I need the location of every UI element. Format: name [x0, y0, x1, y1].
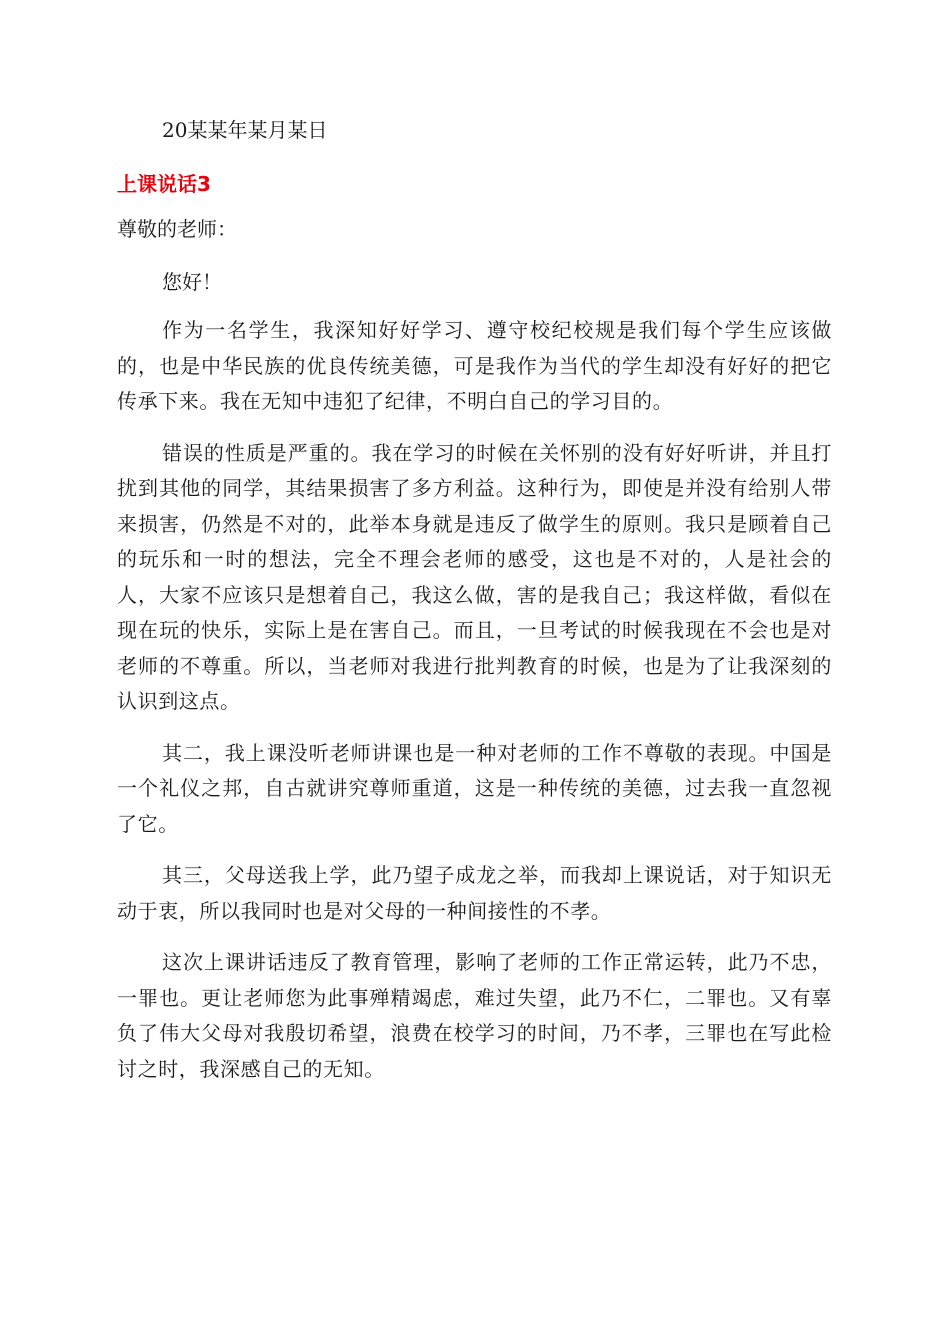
paragraph: 错误的性质是严重的。我在学习的时候在关怀别的没有好好听讲，并且打扰到其他的同学，其结果损害了多方利益。这种行为，即使是并没有给别人带来损害，仍然是不对的，此举本身就是违反了做学生的原则。我只是顾着自己的玩乐和一时的想法，完全不理会老师的感受，这也是不对的，人是社会的人，大家不应该只是想着自己，我这么做，害的是我自己；我这样做，看似在现在玩的快乐，实际上是在害自己。而且，一旦考试的时候我现在不会也是对老师的不尊重。所以，当老师对我进行批判教育的时候，也是为了让我深刻的认识到这点。	[117, 440, 832, 713]
paragraph: 作为一名学生，我深知好好学习、遵守校纪校规是我们每个学生应该做的，也是中华民族的优良传统美德，可是我作为当代的学生却没有好好的把它传承下来。我在无知中违犯了纪律，不明白自己的学习目的。	[117, 318, 832, 413]
date-line: 20某某年某月某日	[162, 118, 328, 142]
greeting: 您好！	[162, 270, 222, 294]
salutation: 尊敬的老师：	[117, 217, 237, 241]
paragraph: 其二，我上课没听老师讲课也是一种对老师的工作不尊敬的表现。中国是一个礼仪之邦，自古就讲究尊师重道，这是一种传统的美德，过去我一直忽视了它。	[117, 740, 832, 836]
paragraph: 这次上课讲话违反了教育管理，影响了老师的工作正常运转，此乃不忠，一罪也。更让老师您为此事殚精竭虑，难过失望，此乃不仁，二罪也。又有辜负了伟大父母对我殷切希望，浪费在校学习的时间，乃不孝，三罪也在写此检讨之时，我深感自己的无知。	[117, 950, 832, 1081]
section-heading: 上课说话3	[117, 172, 211, 196]
paragraph: 其三，父母送我上学，此乃望子成龙之举，而我却上课说话，对于知识无动于衷，所以我同时也是对父母的一种间接性的不孝。	[117, 863, 832, 923]
body-paragraphs	[117, 313, 832, 1103]
